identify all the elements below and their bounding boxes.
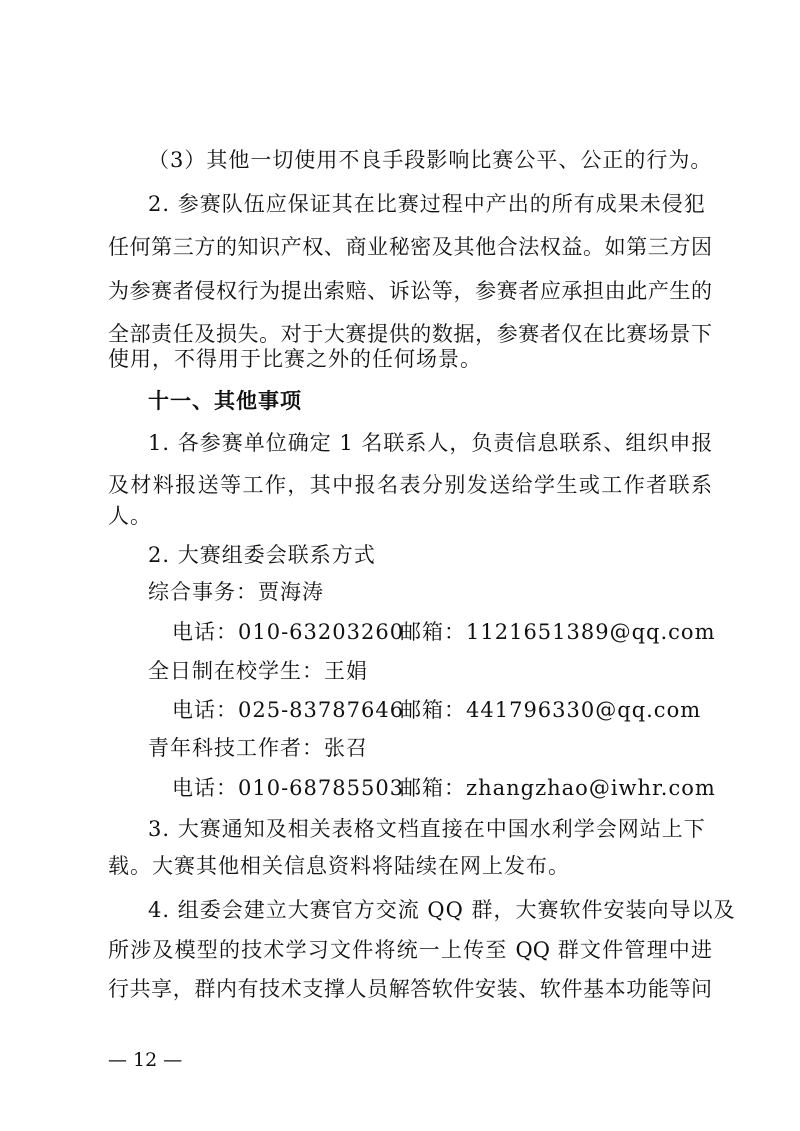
paragraph-6-line-1: 4. 组委会建立大赛官方交流 QQ 群，大赛软件安装向导以及 [148,898,736,922]
section-heading: 十一、其他事项 [148,388,302,413]
paragraph-5-line-2: 载。大赛其他相关信息资料将陆续在网上发布。 [108,854,570,878]
contact-email: 邮箱：1121651389@qq.com [400,620,716,644]
paragraph-3-line-1: 1. 各参赛单位确定 1 名联系人，负责信息联系、组织申报 [148,431,714,455]
contact-line-young-workers [172,773,716,803]
contact-role-students: 全日制在校学生：王娟 [148,659,368,683]
paragraph-item-3: （3）其他一切使用不良手段影响比赛公平、公正的行为。 [148,148,713,172]
paragraph-3-line-2: 及材料报送等工作，其中报名表分别发送给学生或工作者联系 [108,473,712,497]
paragraph-5-line-1: 3. 大赛通知及相关表格文档直接在中国水利学会网站上下 [148,817,706,841]
contact-email: 邮箱：zhangzhao@iwhr.com [400,776,716,800]
paragraph-contact-heading: 2. 大赛组委会联系方式 [148,543,376,567]
paragraph-6-line-2: 所涉及模型的技术学习文件将统一上传至 QQ 群文件管理中进 [108,938,712,962]
paragraph-2-line-4: 全部责任及损失。对于大赛提供的数据，参赛者仅在比赛场景下 [108,322,712,346]
contact-phone: 电话：010-63203260 [172,620,405,644]
paragraph-2-line-2: 任何第三方的知识产权、商业秘密及其他合法权益。如第三方因 [108,235,712,259]
paragraph-6-line-3: 行共享，群内有技术支撑人员解答软件安装、软件基本功能等问 [108,977,712,1001]
contact-line-general [172,617,716,647]
paragraph-2-line-1: 2. 参赛队伍应保证其在比赛过程中产出的所有成果未侵犯 [148,192,706,216]
page-number: — 12 — [108,1049,183,1071]
contact-phone: 电话：025-83787646 [172,698,405,722]
contact-line-students [172,695,702,725]
contact-role-general: 综合事务：贾海涛 [148,580,324,604]
contact-phone: 电话：010-68785503 [172,776,405,800]
paragraph-3-line-3: 人。 [108,504,152,528]
paragraph-2-line-5: 使用，不得用于比赛之外的任何场景。 [108,347,482,371]
contact-role-young-workers: 青年科技工作者：张召 [148,736,368,760]
paragraph-2-line-3: 为参赛者侵权行为提出索赔、诉讼等，参赛者应承担由此产生的 [108,279,712,303]
contact-email: 邮箱：441796330@qq.com [400,698,702,722]
